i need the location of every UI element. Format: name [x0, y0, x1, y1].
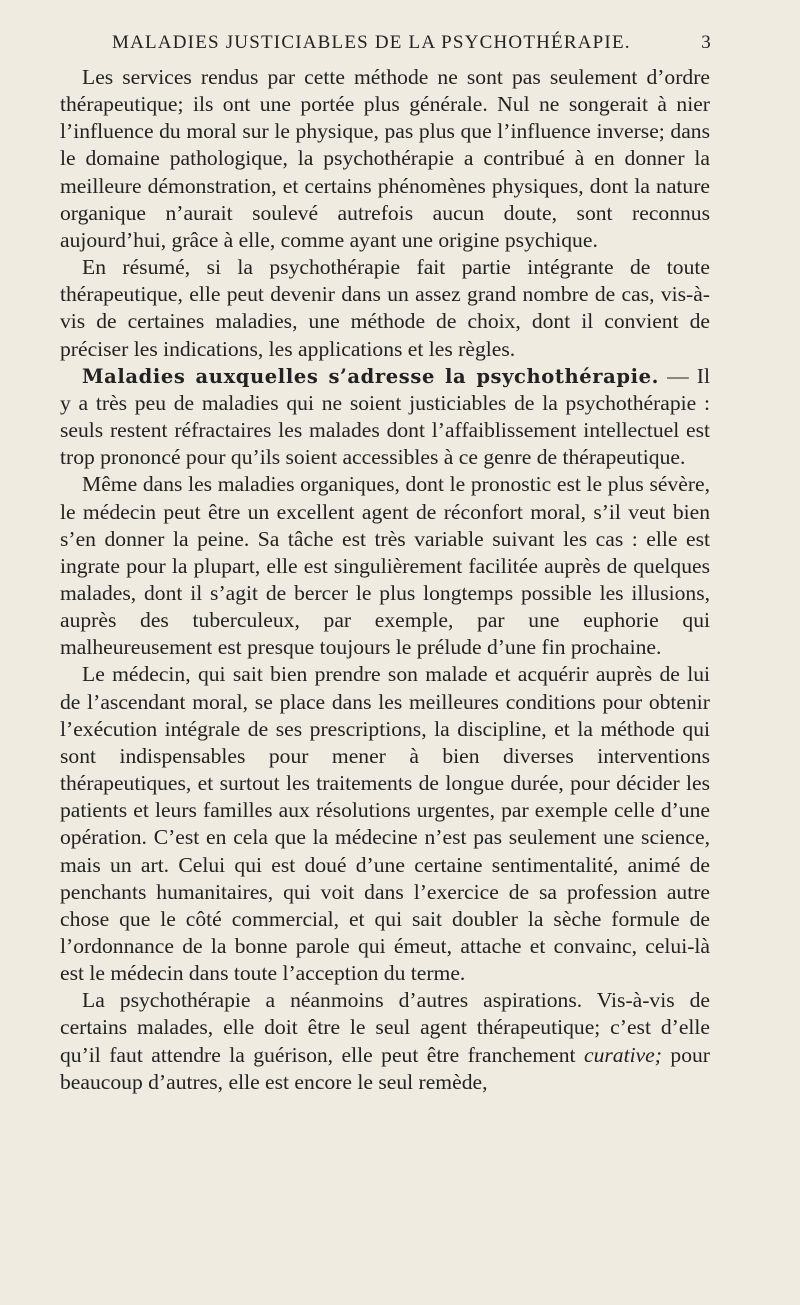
body-text [60, 64, 710, 1096]
paragraph-text-continued: pour beaucoup d’autres, elle est encore le seul remède, [60, 1042, 710, 1094]
section-heading: Maladies auxquelles s’adresse la psychothérapie. [82, 364, 660, 388]
paragraph-text: Même dans les maladies organiques, dont le pronostic est le plus sévère, le médecin peut être un excellent agent de réconfort moral, s’il veut bien s’en donner la peine. Sa tâche est très variable suivant les cas : elle est ingrate pour la plupart, elle est singulièrement facilitée auprès de quelques malades, dont il s’agit de bercer le plus longtemps possible les illusions, auprès des tuberculeux, par exemple, par une euphorie qui malheureusement est presque toujours le prélude d’une fin prochaine. [60, 472, 710, 660]
paragraph-5 [60, 661, 710, 987]
paragraph-text: — Il y a très peu de maladies qui ne soient justiciables de la psychothérapie : seuls restent réfractaires les malades dont l’affaiblissement intellectuel est trop prononcé pour qu’ils soient accessibles à ce genre de thérapeutique. [60, 363, 710, 470]
paragraph-text: En résumé, si la psychothérapie fait partie intégrante de toute thérapeutique, elle peut devenir dans un assez grand nombre de cas, vis-à-vis de certaines maladies, une méthode de choix, dont il convient de préciser les indications, les applications et les règles. [60, 255, 710, 361]
paragraph-2 [60, 254, 710, 363]
running-header [112, 32, 712, 60]
paragraph-text: La psychothérapie a néanmoins d’autres aspirations. Vis-à-vis de certains malades, elle doit être le seul agent thérapeutique; c’est d’elle qu’il faut attendre la guérison, elle peut être franchement [60, 988, 710, 1067]
paragraph-3 [60, 363, 710, 472]
paragraph-1 [60, 64, 710, 254]
paragraph-text: Les services rendus par cette méthode ne sont pas seulement d’ordre thérapeutique; ils ont une portée plus générale. Nul ne songerait à nier l’influence du moral sur le physique, pas plus que l’influence inverse; dans le domaine pathologique, la psychothérapie a contribué à en donner la meilleure démonstration, et certains phénomènes physiques, dont la nature organique n’aurait soulevé autrefois aucun doute, sont reconnus aujourd’hui, grâce à elle, comme ayant une origine psychique. [60, 65, 710, 252]
paragraph-4 [60, 471, 710, 661]
page-number: 3 [701, 32, 712, 53]
italic-term: curative; [583, 1042, 662, 1067]
paragraph-text: Le médecin, qui sait bien prendre son malade et acquérir auprès de lui de l’ascendant moral, se place dans les meilleures conditions pour obtenir l’exécution intégrale de ses prescriptions, la discipline, et la méthode qui sont indispensables pour mener à bien diverses interventions thérapeutiques, et surtout les traitements de longue durée, pour décider les patients et leurs familles aux résolutions urgentes, par exemple celle d’une opération. C’est en cela que la médecine n’est pas seulement une science, mais un art. Celui qui est doué d’une certaine sentimentalité, animé de penchants humanitaires, qui voit dans l’exercice de sa profession autre chose que le côté commercial, et qui sait doubler la sèche formule de l’ordonnance de la bonne parole qui émeut, attache et convainc, celui-là est le médecin dans toute l’acception du terme. [60, 662, 710, 986]
running-title: MALADIES JUSTICIABLES DE LA PSYCHOTHÉRAPIE. [112, 32, 631, 53]
paragraph-6 [60, 987, 710, 1096]
